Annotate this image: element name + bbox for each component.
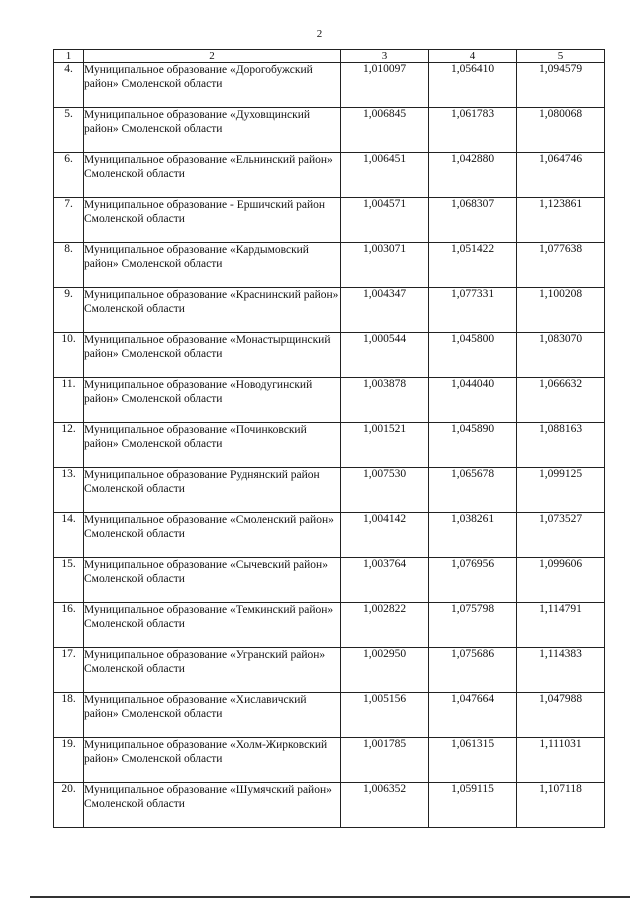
row-number: 4. (54, 63, 84, 108)
coefficients-table (53, 49, 605, 828)
value-col-5: 1,107118 (517, 783, 605, 828)
value-col-3: 1,000544 (341, 333, 429, 378)
value-col-5: 1,080068 (517, 108, 605, 153)
value-col-5: 1,064746 (517, 153, 605, 198)
row-number: 19. (54, 738, 84, 783)
header-col-5: 5 (517, 50, 605, 63)
value-col-4: 1,076956 (429, 558, 517, 603)
row-number: 18. (54, 693, 84, 738)
municipality-name: Муниципальное образование «Монастырщинский район» Смоленской области (84, 333, 341, 378)
value-col-4: 1,044040 (429, 378, 517, 423)
table-row (54, 738, 605, 783)
value-col-3: 1,006352 (341, 783, 429, 828)
table-header (54, 50, 605, 63)
municipality-name: Муниципальное образование «Угранский район» Смоленской области (84, 648, 341, 693)
value-col-3: 1,004347 (341, 288, 429, 333)
value-col-5: 1,111031 (517, 738, 605, 783)
row-number: 16. (54, 603, 84, 648)
bottom-scan-edge (30, 896, 630, 898)
value-col-4: 1,075686 (429, 648, 517, 693)
value-col-4: 1,056410 (429, 63, 517, 108)
table-row (54, 423, 605, 468)
table-row (54, 783, 605, 828)
value-col-3: 1,005156 (341, 693, 429, 738)
row-number: 14. (54, 513, 84, 558)
municipality-name: Муниципальное образование «Шумячский район» Смоленской области (84, 783, 341, 828)
municipality-name: Муниципальное образование Руднянский район Смоленской области (84, 468, 341, 513)
table-row (54, 513, 605, 558)
municipality-name: Муниципальное образование «Краснинский район» Смоленской области (84, 288, 341, 333)
row-number: 9. (54, 288, 84, 333)
table-row (54, 468, 605, 513)
row-number: 12. (54, 423, 84, 468)
table-row (54, 198, 605, 243)
municipality-name: Муниципальное образование «Смоленский район» Смоленской области (84, 513, 341, 558)
value-col-3: 1,004142 (341, 513, 429, 558)
table-row (54, 378, 605, 423)
row-number: 8. (54, 243, 84, 288)
header-col-4: 4 (429, 50, 517, 63)
value-col-4: 1,045890 (429, 423, 517, 468)
value-col-5: 1,099125 (517, 468, 605, 513)
row-number: 5. (54, 108, 84, 153)
row-number: 13. (54, 468, 84, 513)
value-col-3: 1,007530 (341, 468, 429, 513)
municipality-name: Муниципальное образование «Темкинский район» Смоленской области (84, 603, 341, 648)
value-col-3: 1,003878 (341, 378, 429, 423)
value-col-5: 1,083070 (517, 333, 605, 378)
page-number: 2 (316, 28, 323, 40)
row-number: 11. (54, 378, 84, 423)
value-col-5: 1,123861 (517, 198, 605, 243)
municipality-name: Муниципальное образование «Ельнинский район» Смоленской области (84, 153, 341, 198)
value-col-3: 1,006451 (341, 153, 429, 198)
table-row (54, 693, 605, 738)
municipality-name: Муниципальное образование «Дорогобужский район» Смоленской области (84, 63, 341, 108)
table-row (54, 243, 605, 288)
header-col-2: 2 (84, 50, 341, 63)
row-number: 17. (54, 648, 84, 693)
value-col-4: 1,061783 (429, 108, 517, 153)
value-col-3: 1,001785 (341, 738, 429, 783)
municipality-name: Муниципальное образование «Сычевский район» Смоленской области (84, 558, 341, 603)
row-number: 7. (54, 198, 84, 243)
row-number: 10. (54, 333, 84, 378)
table-row (54, 648, 605, 693)
header-col-3: 3 (341, 50, 429, 63)
row-number: 6. (54, 153, 84, 198)
value-col-3: 1,002950 (341, 648, 429, 693)
value-col-4: 1,047664 (429, 693, 517, 738)
header-col-1: 1 (54, 50, 84, 63)
value-col-4: 1,059115 (429, 783, 517, 828)
value-col-5: 1,088163 (517, 423, 605, 468)
municipality-name: Муниципальное образование «Новодугинский район» Смоленской области (84, 378, 341, 423)
municipality-name: Муниципальное образование «Духовщинский район» Смоленской области (84, 108, 341, 153)
municipality-name: Муниципальное образование «Холм-Жирковский район» Смоленской области (84, 738, 341, 783)
value-col-5: 1,099606 (517, 558, 605, 603)
table-row (54, 153, 605, 198)
value-col-3: 1,003764 (341, 558, 429, 603)
value-col-5: 1,077638 (517, 243, 605, 288)
table-row (54, 558, 605, 603)
municipality-name: Муниципальное образование «Починковский район» Смоленской области (84, 423, 341, 468)
value-col-4: 1,068307 (429, 198, 517, 243)
table-row (54, 288, 605, 333)
value-col-4: 1,061315 (429, 738, 517, 783)
municipality-name: Муниципальное образование - Ершичский район Смоленской области (84, 198, 341, 243)
row-number: 20. (54, 783, 84, 828)
value-col-3: 1,006845 (341, 108, 429, 153)
value-col-5: 1,114791 (517, 603, 605, 648)
value-col-3: 1,004571 (341, 198, 429, 243)
table-row (54, 603, 605, 648)
value-col-3: 1,010097 (341, 63, 429, 108)
value-col-3: 1,003071 (341, 243, 429, 288)
value-col-5: 1,047988 (517, 693, 605, 738)
table-row (54, 108, 605, 153)
value-col-5: 1,114383 (517, 648, 605, 693)
value-col-4: 1,075798 (429, 603, 517, 648)
value-col-3: 1,001521 (341, 423, 429, 468)
row-number: 15. (54, 558, 84, 603)
header-row (54, 50, 605, 63)
table-body (54, 63, 605, 828)
municipality-name: Муниципальное образование «Хиславичский район» Смоленской области (84, 693, 341, 738)
value-col-4: 1,077331 (429, 288, 517, 333)
value-col-5: 1,073527 (517, 513, 605, 558)
table-row (54, 63, 605, 108)
value-col-5: 1,094579 (517, 63, 605, 108)
value-col-5: 1,100208 (517, 288, 605, 333)
value-col-4: 1,045800 (429, 333, 517, 378)
value-col-4: 1,065678 (429, 468, 517, 513)
table-row (54, 333, 605, 378)
value-col-3: 1,002822 (341, 603, 429, 648)
value-col-4: 1,051422 (429, 243, 517, 288)
value-col-4: 1,042880 (429, 153, 517, 198)
municipality-name: Муниципальное образование «Кардымовский район» Смоленской области (84, 243, 341, 288)
value-col-4: 1,038261 (429, 513, 517, 558)
value-col-5: 1,066632 (517, 378, 605, 423)
